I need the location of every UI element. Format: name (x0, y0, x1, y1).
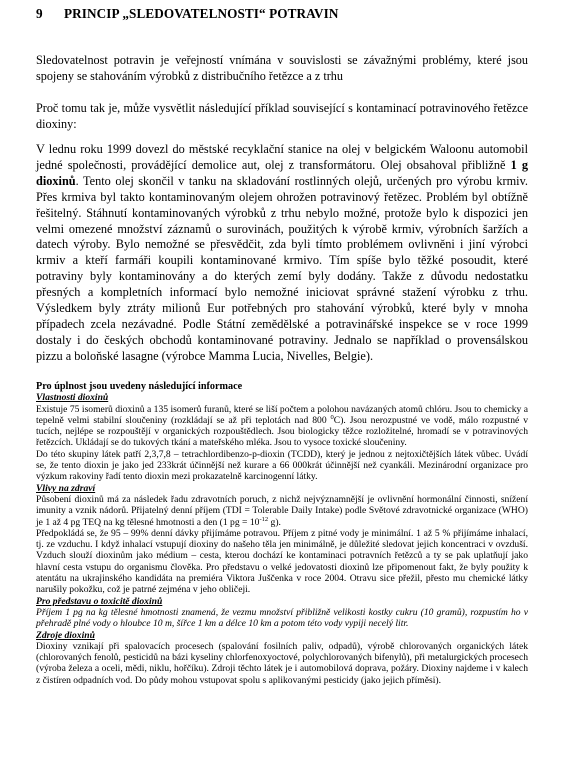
story-paragraph (36, 142, 528, 365)
info-section (36, 381, 528, 686)
health-heading: Vlivy na zdraví (36, 482, 96, 494)
exponent-superscript: -12 (259, 515, 269, 523)
toxicity-paragraph: Příjem 1 pg na kg tělesné hmotnosti znamená, že vezmu množství přibližně velikosti kostky cukru (10 gramů), rozpustím ho v přehradě plné vody o hloubce 10 m, šířce 1 km a délce 10 km a potom této vody vypiji necelý litr. (36, 606, 528, 630)
sources-heading: Zdroje dioxinů (36, 629, 95, 641)
properties-text-1: Existuje 75 isomerů dioxinů a 135 isomerů furanů, které se liší počtem a polohou navázaných atomů chlóru. Jsou to chemicky a tepelně velmi stabilní sloučeniny (rozkládají se až při teplotách nad 800 (36, 403, 528, 426)
properties-paragraph-2: Do této skupiny látek patří 2,3,7,8 – tetrachlordibenzo-p-dioxin (TCDD), který je jednou z nejtoxičtějších látek vůbec. Uvádí se, že tento dioxin je jako jed 233krát účinnější než kurare a 66 000krát účinnější než cyankáli. Mezinárodní organizace pro výzkum rakoviny řadí tento dioxin mezi prokazatelně karcinogenní látky. (36, 448, 528, 483)
properties-paragraph-1 (36, 404, 528, 449)
chapter-number: 9 (36, 6, 43, 21)
sources-paragraph: Dioxiny vznikají při spalovacích procesech (spalování fosilních paliv, odpadů), výrobě chlorovaných organických látek (chlorovaných fenolů, pesticidů na bázi kyseliny chlorfenoxyoctové, polychlorovaných bifenylů), při metalurgických procesech (výroba železa a oceli, mědi, niklu, hořčíku). Zdroji těchto látek je i automobilová doprava, požáry. Dioxiny najdeme i v kalech z čistíren odpadních vod. Do půdy mohou vstupovat spolu s aplikovanými pesticidy (jako jejich příměsi). (36, 640, 528, 686)
health-paragraph-1 (36, 494, 528, 528)
info-heading: Pro úplnost jsou uvedeny následující informace (36, 381, 243, 392)
properties-heading: Vlastnosti dioxinů (36, 392, 109, 404)
health-paragraph-2: Předpokládá se, že 95 – 99% denní dávky přijímáme potravou. Příjem z pitné vody je minimální. 1 až 5 % přijímáme inhalací, tj. ze vzduchu. I když inhalací vstupují dioxiny do našeho těla jen minimálně, je důležité sledovat jejich koncentraci v ovzduší. Vzduch slouží dioxinům jako médium – cesta, kterou dochází ke kontaminaci potravních řetězců a ty se pak uplatňují jako hlavní cesta vstupu do organismu člověka. Pro představu o velké jedovatosti dioxinů lze připomenout fakt, že byly použity k atentátu na ukrajinského kandidáta na premiéra Viktora Juščenka v roce 2004. Otravu sice přežil, přesto mu chemické látky narušily pokožku, což je patrné zejména v jeho obličeji. (36, 527, 528, 596)
chapter-heading (36, 6, 339, 22)
story-text-1: V lednu roku 1999 dovezl do městské recyklační stanice na olej v belgickém Waloonu automobil jedné společnosti, provádějící demolice aut, olej z transformátoru. Olej obsahoval přibližně (36, 142, 528, 172)
chapter-title: PRINCIP „SLEDOVATELNOSTI“ POTRAVIN (64, 6, 339, 21)
properties-text-2: C). Jsou nerozpustné ve vodě, málo rozpustné v tucích, nejlépe se rozpouštějí v organických rozpouštědlech. Jsou biologicky těžce rozložitelné, hromadí se v potravinových řetězcích. Ukládají se do tukových tkání a mateřského mléka. Jsou to vysoce toxické sloučeniny. (36, 414, 528, 449)
story-text-2: . Tento olej skončil v tanku na skladování rostlinných olejů, určených pro výrobu krmiv. Přes krmiva byl takto kontaminovaným olejem ohrožen potravinový řetězec. Problém byl obtížně řešitelný. Stáhnutí kontaminovaných výrobků z trhu nebylo možné, protože bylo k dispozici jen velmi omezené množství záznamů o surovinách, použitých k výrobě krmiv, výrobních šaržích a datech výroby. Bylo nemožné se přesvědčit, zda byli tímto problémem ovlivněni i jiní výrobci krmiv a kteří farmáři koupili kontaminované krmivo. Tím spíše bylo těžké posoudit, které potraviny byly kontaminovány a do kterých zemí byly dodány. Takže z důvodu nedostatku přesných a kompletních informací bylo nemožné iniciovat správné stažení výrobku z trhu. Výsledkem byly ztráty milionů Eur potřebných pro stahování výrobků, které byly v mnoha případech zcela nezávadné. Podle Státní zemědělské a potravinářské inspekce se v roce 1999 dostaly i do českých obchodů kontaminované potraviny. Jednalo se například o provensálskou pizzu a boloňské lasagne (výrobce Mamma Lucia, Nivelles, Belgie). (36, 173, 528, 363)
degree-superscript: 0 (330, 413, 334, 421)
health-text-1: Působení dioxinů má za následek řadu zdravotních poruch, z nichž nejvýznamnější je ovlivnění hormonální činnosti, snížení imunity a vznik nádorů. Přijatelný denní příjem (TDI = Tolerable Daily Intake) podle Světové zdravotnické organizace (WHO) je 1 až 4 pg TEQ na kg tělesné hmotnosti a den (1 pg = 10 (36, 493, 528, 528)
health-text-2: g). (268, 516, 281, 528)
story-bold-amount: 1 g dioxinů (36, 157, 529, 188)
toxicity-heading: Pro představu o toxicitě dioxinů (36, 595, 163, 607)
intro-paragraph: Sledovatelnost potravin je veřejností vnímána v souvislosti se závažnými problémy, které jsou spojeny se stahováním výrobků z distribučního řetězce a z trhu (36, 53, 528, 84)
example-lead-paragraph: Proč tomu tak je, může vysvětlit následující příklad související s kontaminací potravinového řetězce dioxiny: (36, 101, 528, 132)
